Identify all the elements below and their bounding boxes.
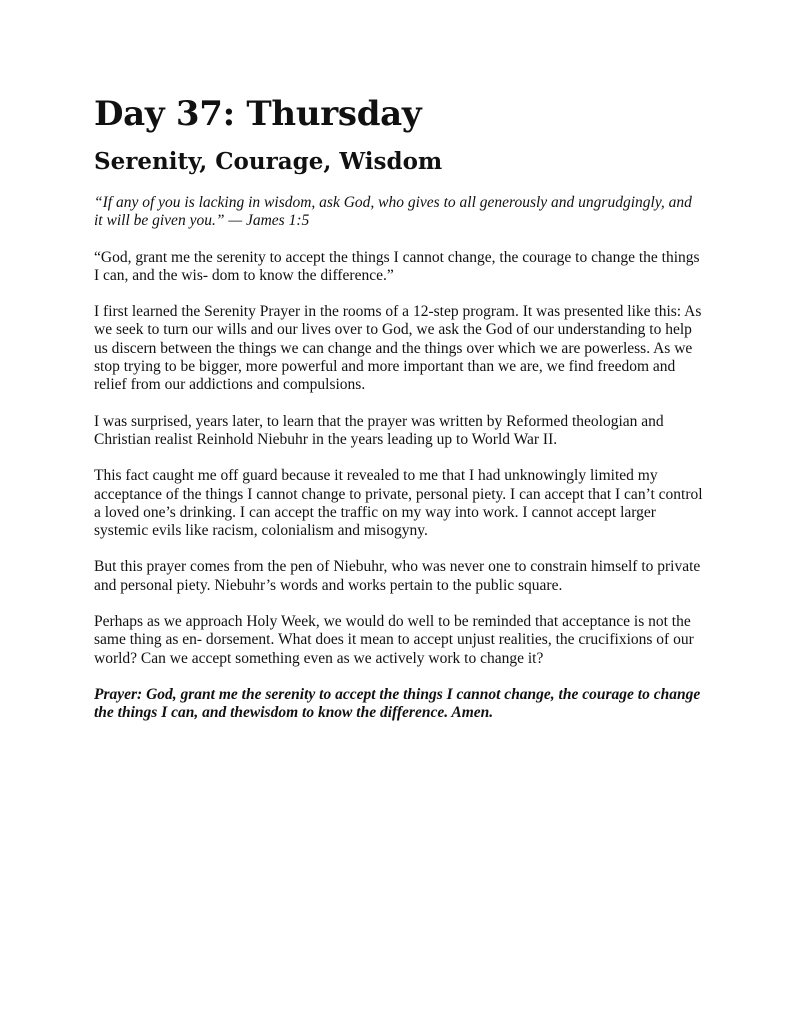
scripture-quote: “If any of you is lacking in wisdom, ask God, who gives to all generously and ungrudgingly, and it will be given you.” — James 1:5 <box>94 194 692 230</box>
page-title: Day 37: Thursday <box>94 94 422 134</box>
document-page <box>94 92 704 741</box>
page-subtitle: Serenity, Courage, Wisdom <box>94 148 443 175</box>
paragraph-12-step: I first learned the Serenity Prayer in the rooms of a 12-step program. It was presented like this: As we seek to turn our wills and our lives over to God, we ask the God of our understanding to help us discern between the things we can change and the things over which we are powerless. As we stop trying to be bigger, more powerful and more important than we are, we find freedom and relief from our addictions and compulsions. <box>94 303 702 394</box>
paragraph-private-piety: This fact caught me off guard because it revealed to me that I had unknowingly limited my acceptance of the things I cannot change to private, personal piety. I can accept that I can’t control a loved one’s drinking. I can accept the traffic on my way into work. I cannot accept larger systemic evils like racism, colonialism and misogyny. <box>94 467 703 540</box>
paragraph-public-square: But this prayer comes from the pen of Niebuhr, who was never one to constrain himself to private and personal piety. Niebuhr’s words and works pertain to the public square. <box>94 558 701 594</box>
closing-prayer: Prayer: God, grant me the serenity to accept the things I cannot change, the courage to change the things I can, and thewisdom to know the difference. Amen. <box>94 685 701 722</box>
paragraph-serenity-prayer: “God, grant me the serenity to accept the things I cannot change, the courage to change the things I can, and the wis- dom to know the difference.” <box>94 248 700 284</box>
paragraph-holy-week: Perhaps as we approach Holy Week, we would do well to be reminded that acceptance is not the same thing as en- dorsement. What does it mean to accept unjust realities, the crucifixions of our world? Can we accept something even as we actively work to change it? <box>94 613 694 667</box>
paragraph-niebuhr: I was surprised, years later, to learn that the prayer was written by Reformed theologian and Christian realist Reinhold Niebuhr in the years leading up to World War II. <box>94 412 664 448</box>
